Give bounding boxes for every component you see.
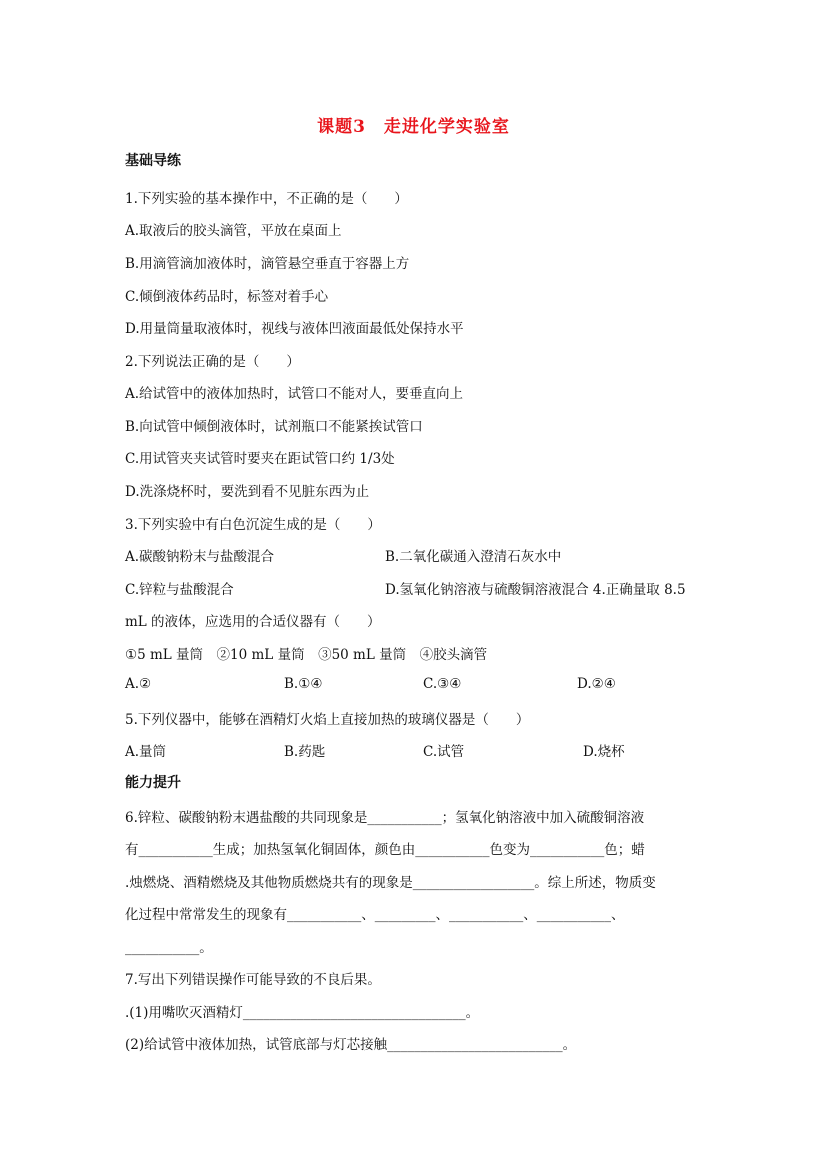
question-3-option-d: D.氢氧化钠溶液与硫酸铜溶液混合 4.正确量取 8.5 — [385, 582, 686, 598]
question-5-option-a: A.量筒 — [125, 744, 167, 760]
question-4-stem-continued: mL 的液体，应选用的合适仪器有（ ） — [125, 614, 381, 630]
question-4-option-b: B.①④ — [284, 676, 323, 692]
question-3-option-b: B.二氧化碳通入澄清石灰水中 — [385, 549, 562, 565]
question-5-option-d: D.烧杯 — [583, 744, 625, 760]
question-5-option-c: C.试管 — [423, 744, 465, 760]
question-1-option-c: C.倾倒液体药品时，标签对着手心 — [125, 289, 329, 305]
question-3-option-a: A.碳酸钠粉末与盐酸混合 — [125, 549, 275, 565]
question-2-option-a: A.给试管中的液体加热时，试管口不能对人，要垂直向上 — [125, 386, 464, 402]
question-2-stem: 2.下列说法正确的是（ ） — [125, 354, 300, 370]
question-1-option-a: A.取液后的胶头滴管，平放在桌面上 — [125, 223, 342, 239]
question-7-item-1: .(1)用嘴吹灭酒精灯_________________________________。 — [125, 1005, 480, 1021]
question-5-option-b: B.药匙 — [284, 744, 326, 760]
question-6-line-2: 有___________生成；加热氢氧化铜固体，颜色由___________色变为___________色；蜡 — [125, 842, 645, 858]
section-heading-advanced: 能力提升 — [125, 775, 181, 791]
question-4-option-c: C.③④ — [423, 676, 462, 692]
question-6-line-4: 化过程中常常发生的现象有___________、_________、___________、___________、 — [125, 907, 625, 923]
question-3-stem: 3.下列实验中有白色沉淀生成的是（ ） — [125, 517, 381, 533]
question-1-option-d: D.用量筒量取液体时，视线与液体凹液面最低处保持水平 — [125, 321, 464, 337]
section-heading-basic: 基础导练 — [125, 153, 181, 169]
question-6-line-1: 6.锌粒、碳酸钠粉末遇盐酸的共同现象是___________；氢氧化钠溶液中加入硫酸铜溶液 — [125, 810, 645, 826]
question-3-option-c: C.锌粒与盐酸混合 — [125, 582, 234, 598]
question-1-stem: 1.下列实验的基本操作中，不正确的是（ ） — [125, 191, 408, 207]
document-title: 课题3 走进化学实验室 — [317, 117, 510, 137]
question-2-option-d: D.洗涤烧杯时，要洗到看不见脏东西为止 — [125, 484, 370, 500]
question-6-line-5: ___________。 — [125, 940, 213, 956]
question-1-option-b: B.用滴管滴加液体时，滴管悬空垂直于容器上方 — [125, 256, 410, 272]
question-4-option-d: D.②④ — [577, 676, 616, 692]
question-7-item-2: (2)给试管中液体加热，试管底部与灯芯接触__________________________。 — [125, 1037, 577, 1053]
question-4-option-a: A.② — [125, 676, 152, 692]
question-7-stem: 7.写出下列错误操作可能导致的不良后果。 — [125, 972, 381, 988]
question-2-option-b: B.向试管中倾倒液体时，试剂瓶口不能紧挨试管口 — [125, 419, 423, 435]
question-4-choices: ①5 mL 量筒 ②10 mL 量筒 ③50 mL 量筒 ④胶头滴管 — [125, 647, 488, 663]
question-6-line-3: .烛燃烧、酒精燃烧及其他物质燃烧共有的现象是__________________。综上所述，物质变 — [125, 875, 656, 891]
question-5-stem: 5.下列仪器中，能够在酒精灯火焰上直接加热的玻璃仪器是（ ） — [125, 712, 530, 728]
question-2-option-c: C.用试管夹夹试管时要夹在距试管口约 1/3处 — [125, 451, 395, 467]
